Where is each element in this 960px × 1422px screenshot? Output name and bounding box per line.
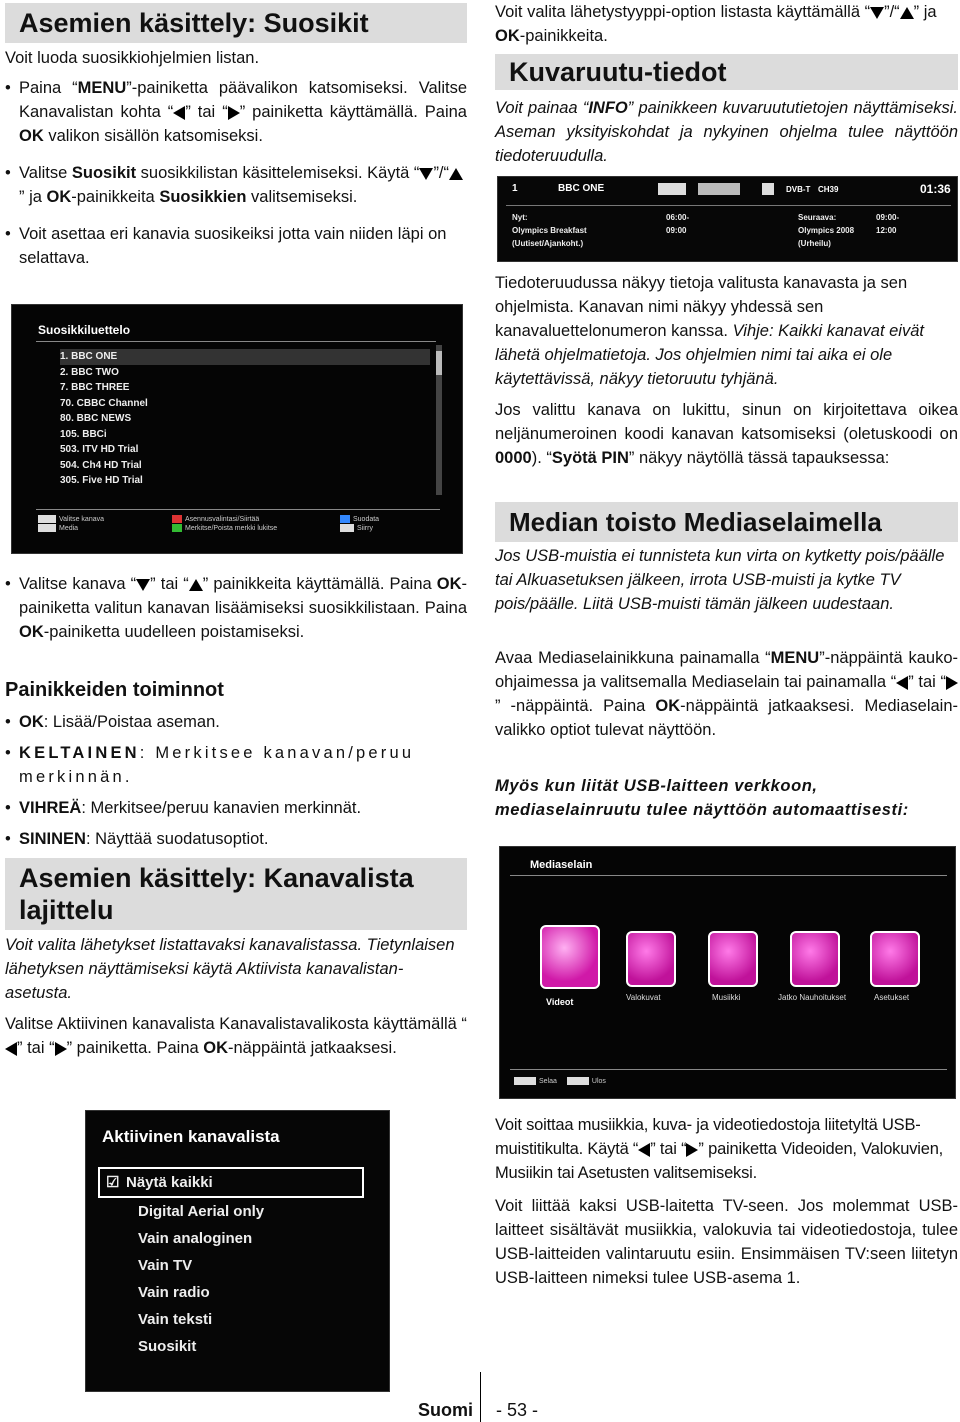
- page-number: - 53 -: [496, 1400, 539, 1420]
- step-add-remove: • Valitse kanava “ ” tai “ ” painikkeita käyttämällä. Paina OK-painiketta valitun kanavan lisäämiseksi suosikkilistaan. Paina OK-painiketta uudelleen poistamiseksi.: [5, 572, 467, 644]
- active-list-options: [98, 1167, 364, 1360]
- heading-sort: Asemien käsittely: Kanavalista lajittelu: [5, 858, 467, 930]
- media-open-instructions: Avaa Mediaselainikkuna painamalla “MENU”-näppäintä kauko-ohjaimessa ja valitsemalla Mediaselain tai painamalla “ ” tai “” -näppäintä. Paina OK-näppäintä jatkaaksesi. Mediaselain-valikko optiot tulevat näyttöön.: [495, 649, 959, 739]
- step-set-channels: • Voit asettaa eri kanavia suosikeiksi jotta vain niiden läpi on selattava.: [5, 222, 467, 270]
- down-arrow-icon: [870, 7, 884, 19]
- divider: [36, 341, 436, 342]
- info-banner-top: [498, 177, 958, 201]
- favourites-screen-title: Suosikkiluettelo: [38, 323, 131, 337]
- label-photos: Valokuvat: [626, 993, 661, 1002]
- left-arrow-icon: [173, 106, 185, 120]
- lock-icon: [762, 183, 774, 195]
- button-functions-list: [5, 710, 467, 851]
- divider: [36, 509, 440, 510]
- info-intro: Voit painaa “INFO” painikkeen kuvaruututietojen näyttämiseksi. Aseman yksityiskohdat ja nykyinen ohjelma tulee näyttöön tiedoteruudulla.: [495, 99, 958, 165]
- label-music: Musiikki: [712, 993, 741, 1002]
- option-favourites[interactable]: Suosikit: [138, 1338, 197, 1355]
- option-text-only[interactable]: Vain teksti: [138, 1311, 213, 1328]
- broadcast-type-text: Voit valita lähetystyyppi-option listasta käyttämällä “ ”/“ ” ja OK-painikkeita.: [495, 3, 937, 45]
- two-usb-text: Voit liittää kaksi USB-laitetta TV-seen. Jos molemmat USB-laitteet sisältävät musiikkia, valokuvia tai videotiedostoja, tulee USB-laitteiden valintaruutu esiin. Ensimmäisen TV:seen liitetyn USB-laitteen nimeksi tulee USB-asema 1.: [495, 1197, 958, 1287]
- scrollbar-thumb[interactable]: [436, 351, 442, 375]
- button-ok-desc: • OK: Lisää/Poistaa aseman.: [5, 710, 467, 734]
- channel-item[interactable]: 503. ITV HD Trial: [60, 444, 139, 455]
- media-footer-hints: Selaa Ulos: [514, 1077, 606, 1085]
- option-digital-aerial[interactable]: Digital Aerial only: [138, 1203, 265, 1220]
- right-arrow-icon: [228, 106, 240, 120]
- heading-media: Median toisto Mediaselaimella: [495, 502, 958, 542]
- footer-hint-mark: Asennusvalintasi/Siirtää Merkitse/Poista merkki lukitse: [172, 515, 277, 533]
- channel-item[interactable]: 105. BBCi: [60, 428, 107, 440]
- favourites-select-steps: [5, 572, 467, 644]
- up-arrow-icon: [189, 579, 203, 591]
- label-settings: Asetukset: [874, 993, 910, 1002]
- heading-info: Kuvaruutu-tiedot: [495, 54, 958, 90]
- button-green-desc: • VIHREÄ: Merkitsee/peruu kanavien merkinnät.: [5, 796, 467, 820]
- option-radio-only[interactable]: Vain radio: [138, 1284, 210, 1301]
- channel-number: 1: [512, 183, 518, 194]
- footer-hint-filter: Suodata Siirry: [340, 515, 379, 533]
- channel-item[interactable]: 80. BBC NEWS: [60, 413, 132, 424]
- button-yellow-desc: • KELTAINEN: Merkitsee kanavan/peruu merkinnän.: [5, 741, 467, 789]
- divider: [506, 205, 951, 206]
- step-menu: • Paina “MENU”-painiketta päävalikon katsomiseksi. Valitse Kanavalistan kohta “ ” tai “ ” painiketta käyttämällä. Paina OK valikon sisällön katsomiseksi.: [5, 76, 467, 148]
- info-description: Tiedoteruudussa näkyy tietoja valitusta kanavasta ja sen ohjelmista. Kanavan nimi näkyy yhdessä sen kanavaluettelonumeron kanssa. Vihje: Kaikki kanavat eivät lähetä ohjelmatietoja. Jos ohjelmien nimi tai aika ei ole käytettävissä, näkyy tietoruutu tyhjänä.: [495, 274, 924, 388]
- media-browser-title: Mediaselain: [530, 859, 593, 871]
- channel-item[interactable]: 504. Ch4 HD Trial: [60, 459, 142, 471]
- up-arrow-icon: [449, 168, 463, 180]
- channel-name: BBC ONE: [558, 183, 605, 194]
- now-program: Nyt: 06:00-09:00 Olympics Breakfast (Uutiset/Ajankoht.): [512, 213, 690, 248]
- channel-item[interactable]: 1. BBC ONE: [60, 349, 430, 365]
- divider: [510, 875, 947, 876]
- checkmark-icon: ☑: [106, 1174, 120, 1191]
- option-tv-only[interactable]: Vain TV: [138, 1257, 193, 1274]
- quality-bar: [698, 183, 740, 195]
- right-arrow-icon: [946, 676, 958, 690]
- footer-hint-select: Valitse kanava Media: [38, 515, 104, 533]
- settings-icon[interactable]: [870, 931, 920, 987]
- up-arrow-icon: [900, 7, 914, 19]
- music-icon[interactable]: [708, 931, 758, 987]
- option-analog-only[interactable]: Vain analoginen: [138, 1230, 253, 1247]
- left-arrow-icon: [5, 1042, 17, 1056]
- photos-icon[interactable]: [626, 931, 676, 987]
- column-divider: [480, 1372, 481, 1422]
- sort-intro: Voit valita lähetykset listattavaksi kanavalistassa. Tietynlaisen lähetyksen näyttämiseksi käytä Aktiivista kanavalistan-asetusta.: [5, 936, 455, 1002]
- media-auto-note: Myös kun liität USB-laitteen verkkoon, mediaselainruutu tulee näyttöön automaattisesti:: [495, 777, 909, 819]
- broadcast-type: DVB-T: [786, 185, 811, 194]
- left-arrow-icon: [896, 676, 908, 690]
- heading-favourites: Asemien käsittely: Suosikit: [5, 3, 467, 43]
- favourites-screenshot: [11, 304, 463, 554]
- favourites-channel-list: [60, 349, 430, 489]
- media-browser-screenshot: [499, 846, 956, 1099]
- option-show-all[interactable]: ☑ Näytä kaikki: [98, 1167, 364, 1198]
- videos-icon[interactable]: [540, 925, 600, 989]
- footer-language: Suomi: [418, 1400, 474, 1420]
- channel-item[interactable]: 7. BBC THREE: [60, 382, 130, 393]
- step-select-favourites: • Valitse Suosikit suosikkilistan käsittelemiseksi. Käytä “ ”/“” ja OK-painikkeita Suosikkien valitsemiseksi.: [5, 161, 467, 209]
- lock-description: Jos valittu kanava on lukittu, sinun on kirjoitettava oikea neljänumeroinen koodi kanavan katsomiseksi (oletuskoodi on 0000). “Syötä PIN” näkyy näytöllä tässä tapauksessa:: [495, 401, 958, 467]
- recordings-icon[interactable]: [790, 931, 840, 987]
- active-list-screenshot: [85, 1110, 390, 1392]
- clock: 01:36: [920, 182, 951, 196]
- heading-button-functions: Painikkeiden toiminnot: [5, 679, 224, 701]
- left-arrow-icon: [638, 1143, 650, 1157]
- next-program: Seuraava: 09:00-12:00 Olympics 2008 (Urheilu): [798, 213, 900, 248]
- channel-code: CH39: [818, 185, 839, 194]
- sort-instructions: Valitse Aktiivinen kanavalista Kanavalistavalikosta käyttämällä “” tai “ ” painiketta. Paina OK-näppäintä jatkaaksesi.: [5, 1015, 467, 1057]
- right-arrow-icon: [55, 1042, 67, 1056]
- right-arrow-icon: [686, 1143, 698, 1157]
- favourites-steps: [5, 76, 467, 270]
- active-list-title: Aktiivinen kanavalista: [102, 1127, 280, 1146]
- scrollbar[interactable]: [436, 345, 442, 495]
- label-videos: Videot: [546, 997, 574, 1007]
- label-recordings: Jatko Nauhoitukset: [778, 993, 847, 1002]
- button-blue-desc: • SININEN: Näyttää suodatusoptiot.: [5, 827, 467, 851]
- media-usb-note: Jos USB-muistia ei tunnisteta kun virta on kytketty pois/päälle tai Alkuasetuksen jälkeen, irrota USB-muisti ja kytke TV pois/päälle. Liitä USB-muisti tämän jälkeen uudestaan.: [495, 547, 945, 613]
- signal-icon: [658, 183, 686, 195]
- divider: [510, 1069, 947, 1070]
- down-arrow-icon: [136, 579, 150, 591]
- channel-item[interactable]: 70. CBBC Channel: [60, 397, 148, 409]
- channel-item[interactable]: 2. BBC TWO: [60, 366, 119, 378]
- channel-item[interactable]: 305. Five HD Trial: [60, 475, 143, 486]
- info-banner-screenshot: [497, 176, 958, 262]
- media-play-text: Voit soittaa musiikkia, kuva- ja videotiedostoja liitetyltä USB-muistitikulta. Käytä “ ” tai “ ” painiketta Videoiden, Valokuvien, Musiikin tai Asetusten valitsemiseksi.: [495, 1116, 944, 1182]
- down-arrow-icon: [419, 168, 433, 180]
- favourites-intro: Voit luoda suosikkiohjelmien listan.: [5, 49, 260, 67]
